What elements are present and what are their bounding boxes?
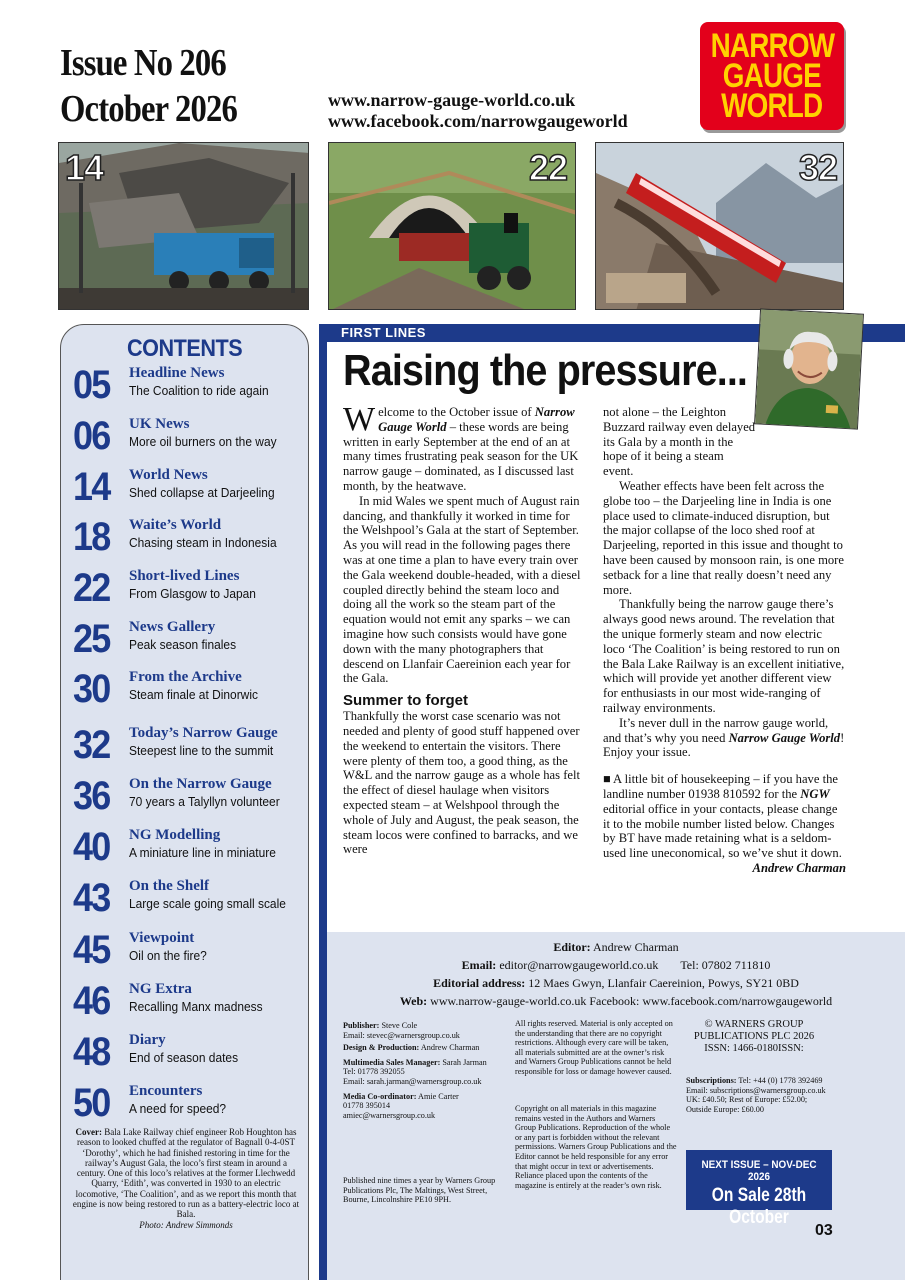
editor-email[interactable]: editor@narrowgaugeworld.co.uk xyxy=(496,958,659,972)
web-line: Web: www.narrow-gauge-world.co.uk Facebook: www.facebook.com/narrowgaugeworld xyxy=(399,994,833,1008)
photo-page-number: 14 xyxy=(65,147,104,188)
contents-entry[interactable] xyxy=(73,928,307,974)
entry-title: Headline News xyxy=(129,365,225,381)
rights-notice: All rights reserved. Material is only accepted on the understanding that there are no copyright restrictions. Although every care will be taken, all materials submitted are at the owner’s risk and Warners Group Publications cannot be held responsible for loss or damage however caused. xyxy=(515,1019,673,1076)
entry-subtitle: The Coalition to ride again xyxy=(129,383,269,398)
magazine-name: Narrow Gauge World xyxy=(378,405,575,434)
entry-subtitle: Chasing steam in Indonesia xyxy=(129,535,277,550)
entry-subtitle: Recalling Manx madness xyxy=(129,999,263,1014)
cover-caption xyxy=(71,1127,301,1230)
entry-subtitle: More oil burners on the way xyxy=(129,434,277,449)
entry-subtitle: A need for speed? xyxy=(129,1101,227,1116)
masthead-info-panel xyxy=(327,932,905,1280)
magazine-abbrev: NGW xyxy=(800,786,830,801)
entry-title: Waite’s World xyxy=(129,517,222,533)
copyright-notice: Copyright on all materials in this magazine remains vested in the Authors and Warners Group Publications. Reproduction of the whole or any part is forbidden without the relevant permissions. Warners Group Publications and the Editor cannot be held responsible for any error that might occur in text or advertisements. Reliance placed upon the contents of the magazine is entirely at the reader’s own risk. xyxy=(515,1104,677,1190)
contents-entry[interactable] xyxy=(73,566,307,612)
contents-entry[interactable] xyxy=(73,1081,307,1127)
warners-copyright: © WARNERS GROUP PUBLICATIONS PLC 2026 ISSN: 1466-0180ISSN: xyxy=(693,1019,815,1054)
article-paragraph: In mid Wales we spent much of August rain dancing, and thankfully it worked in time for the Welshpool’s Gala at the start of September. As you will read in the following pages there was at one time a plan to have every train over the Gala weekend double-headed, with a diesel coupled directly behind the steam loco and doing all the work so the steam part of the equation would not emit any sparks – we can imagine how such consists would have gone down with the many photographers that descend on Llanfair Caereinion each year for the Gala. xyxy=(343,493,581,686)
entry-subtitle: A miniature line in miniature xyxy=(129,845,276,860)
contents-entry[interactable] xyxy=(73,617,307,663)
contents-entry[interactable] xyxy=(73,414,307,460)
entry-page: 43 xyxy=(73,876,110,920)
cover-label: Cover: xyxy=(75,1127,103,1137)
entry-subtitle: Oil on the fire? xyxy=(129,948,207,963)
magazine-name: Narrow Gauge World xyxy=(728,730,841,745)
entry-subtitle: Steam finale at Dinorwic xyxy=(129,687,258,702)
entry-title: On the Shelf xyxy=(129,878,210,894)
entry-subtitle: Peak season finales xyxy=(129,637,237,652)
entry-page: 22 xyxy=(73,566,110,610)
article-paragraph: not alone – the Leighton Buzzard railway even delayed its Gala by a month in the hope of it being a steam event. xyxy=(603,405,756,479)
entry-page: 48 xyxy=(73,1030,110,1074)
article-paragraph: It’s never dull in the narrow gauge world, and that’s why you need Narrow Gauge World! Enjoy your issue. xyxy=(603,715,845,760)
entry-subtitle: End of season dates xyxy=(129,1050,239,1065)
entry-subtitle: 70 years a Talyllyn volunteer xyxy=(129,794,280,809)
entry-title: On the Narrow Gauge xyxy=(129,776,272,792)
issue-date: October 2026 xyxy=(60,88,237,130)
contents-entry[interactable] xyxy=(73,979,307,1025)
contents-entry[interactable] xyxy=(73,774,307,820)
contents-entry[interactable] xyxy=(73,363,307,409)
entry-title: News Gallery xyxy=(129,619,216,635)
page-number: 03 xyxy=(815,1222,833,1239)
email-line: Email: editor@narrowgaugeworld.co.uk Tel: 07802 711810 xyxy=(461,958,771,972)
entry-subtitle: From Glasgow to Japan xyxy=(129,586,256,601)
entry-title: Diary xyxy=(129,1032,166,1048)
article-column-2 xyxy=(603,405,846,876)
publisher-address: Published nine times a year by Warners Group Publications Plc, The Maltings, West Street, Bourne, Lincolnshire PE10 9PH. xyxy=(343,1176,496,1205)
entry-title: From the Archive xyxy=(129,669,242,685)
subscriptions: Subscriptions: Tel: +44 (0) 1778 392469 Email: subscriptions@warnersgroup.co.uk UK: £40.50; Rest of Europe: £52.00; Outside Europe: £60.00 xyxy=(686,1076,826,1114)
issue-number: Issue No 206 xyxy=(60,42,226,84)
issue-heading xyxy=(60,40,237,132)
magazine-logo xyxy=(700,22,844,130)
article-paragraph: Thankfully the worst case scenario was not needed and plenty of good stuff happened over the weekend to entertain the visitors. There were plenty of them too, a good thing, as the W&L and the narrow gauge as a whole has felt the effect of diesel haulage when visitors expected steam – at Welshpool through the whole of July and August, the peak season, the steam locos were confined to barracks, and we were xyxy=(343,709,580,857)
magazine-links xyxy=(328,90,628,132)
entry-page: 14 xyxy=(73,465,110,509)
entry-title: Today’s Narrow Gauge xyxy=(129,725,278,741)
entry-page: 36 xyxy=(73,774,110,818)
article-paragraph: Weather effects have been felt across the globe too – the Darjeeling line in India is one place used to climate-induced disruption, but the major collapse of the loco shed roof at Darjeeling, reported in this issue and thought to have been caused by monsoon rain, is one more setback for a line that really doesn’t need any more. xyxy=(603,478,844,597)
entry-subtitle: Large scale going small scale xyxy=(129,896,286,911)
section-divider xyxy=(319,324,327,1280)
entry-title: NG Extra xyxy=(129,981,192,997)
entry-page: 18 xyxy=(73,515,110,559)
article-paragraph: ■ A little bit of housekeeping – if you have the landline number 01938 810592 for the NGW editorial office in your contacts, please change it to the mobile number listed below. Changes by BT have made retaining what is a seldom-used line uneconomical, so we’ve shut it down. xyxy=(603,772,842,861)
entry-title: World News xyxy=(129,467,208,483)
entry-page: 32 xyxy=(73,723,110,767)
contents-entry[interactable] xyxy=(73,876,307,922)
address-line: Editorial address: 12 Maes Gwyn, Llanfair Caereinion, Powys, SY21 0BD xyxy=(433,976,799,990)
contents-entry[interactable] xyxy=(73,465,307,511)
contents-panel xyxy=(60,324,309,1280)
logo-line-1: NARROW xyxy=(710,27,834,65)
entry-title: UK News xyxy=(129,416,190,432)
photo-darjeeling-shed[interactable] xyxy=(58,142,309,310)
entry-subtitle: Shed collapse at Darjeeling xyxy=(129,485,275,500)
contents-entry[interactable] xyxy=(73,1030,307,1076)
article-headline: Raising the pressure... xyxy=(343,346,748,395)
contents-entry[interactable] xyxy=(73,825,307,871)
entry-title: Short-lived Lines xyxy=(129,568,240,584)
editor-line: Editor: Andrew Charman xyxy=(553,940,679,954)
contents-heading: CONTENTS xyxy=(127,335,243,362)
photo-page-number: 22 xyxy=(528,147,567,188)
entry-subtitle: Steepest line to the summit xyxy=(129,743,274,758)
drop-cap: W xyxy=(343,401,376,438)
logo-line-3: WORLD xyxy=(721,87,823,125)
photo-mountain-railway[interactable] xyxy=(595,142,844,310)
entry-page: 45 xyxy=(73,928,110,972)
entry-title: NG Modelling xyxy=(129,827,221,843)
contents-entry[interactable] xyxy=(73,723,307,769)
cover-text: Bala Lake Railway chief engineer Rob Houghton has reason to looked chuffed at the regulator of Bagnall 0-4-0ST ‘Dorothy’, which he had finished restoring in time for the railway’s August Gala, the loco’s first steam in around a century. One of this loco’s relatives at the former Llechwedd Quarry, ‘Edith’, was converted in 1930 to an electric locomotive, ‘The Coalition’, and as we report this month that engine is now being restored to run as a battery-electric loco at Bala. xyxy=(72,1127,300,1220)
article-subhead: Summer to forget xyxy=(343,692,469,710)
website-link[interactable]: www.narrow-gauge-world.co.uk xyxy=(328,90,576,110)
next-issue-onsale: On Sale 28th October xyxy=(711,1185,807,1228)
entry-page: 05 xyxy=(73,363,110,407)
section-label: FIRST LINES xyxy=(341,325,426,340)
next-issue-box xyxy=(686,1150,832,1228)
entry-title: Encounters xyxy=(129,1083,203,1099)
cover-photo-credit: Photo: Andrew Simmonds xyxy=(139,1219,233,1230)
article-paragraph: Thankfully being the narrow gauge there’s always good news around. The revelation that the unique formerly steam and now electric loco ‘The Coalition’ is being restored to run on the Bala Lake Railway is an excellent initiative, which will provide yet another different view for enthusiasts in our most wide-ranging of railway environments. xyxy=(603,597,845,715)
facebook-link[interactable]: www.facebook.com/narrowgaugeworld xyxy=(328,111,628,131)
contents-entry[interactable] xyxy=(73,667,307,713)
article-column-1 xyxy=(343,401,587,857)
entry-page: 46 xyxy=(73,979,110,1023)
article-signature: Andrew Charman xyxy=(752,860,846,875)
staff-credits: Publisher: Steve Cole Email: stevec@warnersgroup.co.uk Design & Production: Andrew Charman Multimedia Sales Manager: Sarah Jarman Tel: 01778 392055 Email: sarah.jarman@warnersgroup.co.uk Media Co-ordinator: Amie Carter 01778 395014 amiec@warnersgroup.co.uk xyxy=(343,1021,487,1120)
article-paragraph: Welcome to the October issue of Narrow Gauge World – these words are being written in early September at the end of an at many times frustrating peak season for the UK narrow gauge – dominated, as I discussed last month, by the heatwave. xyxy=(343,401,579,493)
editor-tel: Tel: 07802 711810 xyxy=(680,958,771,972)
entry-page: 40 xyxy=(73,825,110,869)
entry-page: 25 xyxy=(73,617,110,661)
entry-page: 06 xyxy=(73,414,110,458)
photo-page-number: 32 xyxy=(798,147,837,188)
web-links[interactable]: www.narrow-gauge-world.co.uk Facebook: www.facebook.com/narrowgaugeworld xyxy=(427,994,833,1008)
entry-title: Viewpoint xyxy=(129,930,195,946)
entry-page: 30 xyxy=(73,667,110,711)
next-issue-date: NEXT ISSUE – NOV-DEC 2026 xyxy=(701,1159,817,1183)
contents-entry[interactable] xyxy=(73,515,307,561)
photo-tunnel-train[interactable] xyxy=(328,142,576,310)
entry-page: 50 xyxy=(73,1081,110,1125)
logo-line-2: GAUGE xyxy=(722,57,822,95)
